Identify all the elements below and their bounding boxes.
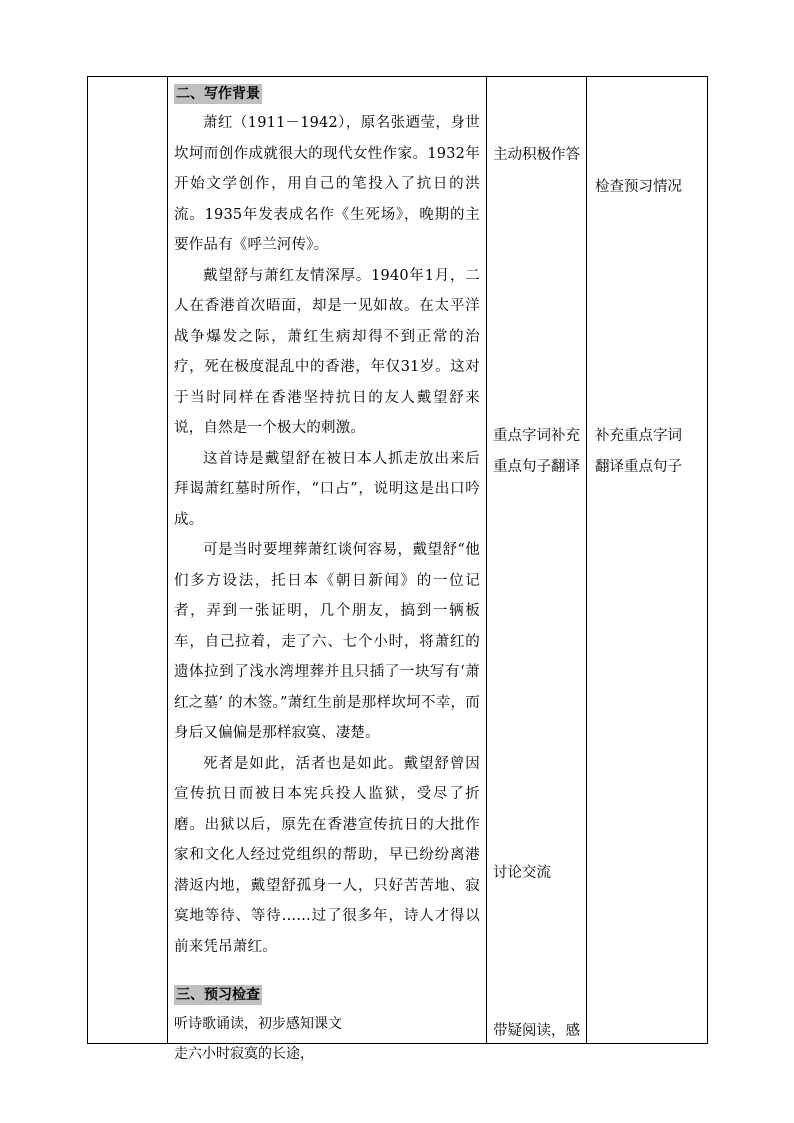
blank-column-cell [88,77,168,1044]
table-row [88,77,708,1044]
student-activity-4: 讨论交流 [493,865,551,881]
preview-line-2: 走六小时寂寞的长途， [174,1046,314,1062]
teacher-activity-3: 翻译重点句子 [595,459,682,475]
section-heading-background: 二、写作背景 [176,86,260,102]
teacher-activity-2: 补充重点字词 [595,428,682,444]
student-activity-5: 带疑阅读，感 [493,1023,580,1039]
preview-line-1: 听诗歌诵读，初步感知课文 [174,1016,342,1032]
background-paragraph-4: 可是当时要埋葬萧红谈何容易，戴望舒“他们多方设法，托日本《朝日新闻》的一位记者，弄到一张证明，几个朋友，搞到一辆板车，自己拉着，走了六、七个小时，将萧红的遗体拉到了浅水湾埋葬并且只插了一块写有‘萧红之墓’ 的木签。”萧红生前是那样坎坷不幸，而身后又偏偏是那样寂寞、凄楚。 [174,542,480,741]
teacher-activity-1: 检查预习情况 [595,179,682,195]
section-heading-preview: 三、预习检查 [176,987,260,1003]
student-activity-3: 重点句子翻译 [493,459,580,475]
background-paragraph-3: 这首诗是戴望舒在被日本人抓走放出来后拜谒萧红墓时所作，“口占”，说明这是出口吟成。 [174,450,480,528]
student-activity-cell [487,77,587,1044]
student-activity-1: 主动积极作答 [493,147,580,163]
background-paragraph-2: 戴望舒与萧红友情深厚。1940年1月，二人在香港首次晤面，却是一见如故。在太平洋战争爆发之际，萧红生病却得不到正常的治疗，死在极度混乱中的香港，年仅31岁。这对于当时同样在香港坚持抗日的友人戴望舒来说，自然是一个极大的刺激。 [174,267,480,436]
student-activity-2: 重点字词补充 [493,428,580,444]
background-paragraph-5: 死者是如此，活者也是如此。戴望舒曾因宣传抗日而被日本宪兵投人监狱，受尽了折磨。出狱以后，原先在香港宣传抗日的大批作家和文化人经过党组织的帮助，早已纷纷离港潜返内地，戴望舒孤身一人，只好苦苦地、寂寞地等待、等待……过了很多年，诗人才得以前来凭吊萧红。 [174,755,480,955]
background-paragraph-1: 萧红（1911－1942），原名张迺莹，身世坎坷而创作成就很大的现代女性作家。1932年开始文学创作，用自己的笔投入了抗日的洪流。1935年发表成名作《生死场》，晚期的主要作品有《呼兰河传》。 [174,115,480,253]
lesson-plan-table [87,76,708,1062]
teacher-activity-cell [587,77,708,1044]
teaching-content-cell [168,77,487,1062]
